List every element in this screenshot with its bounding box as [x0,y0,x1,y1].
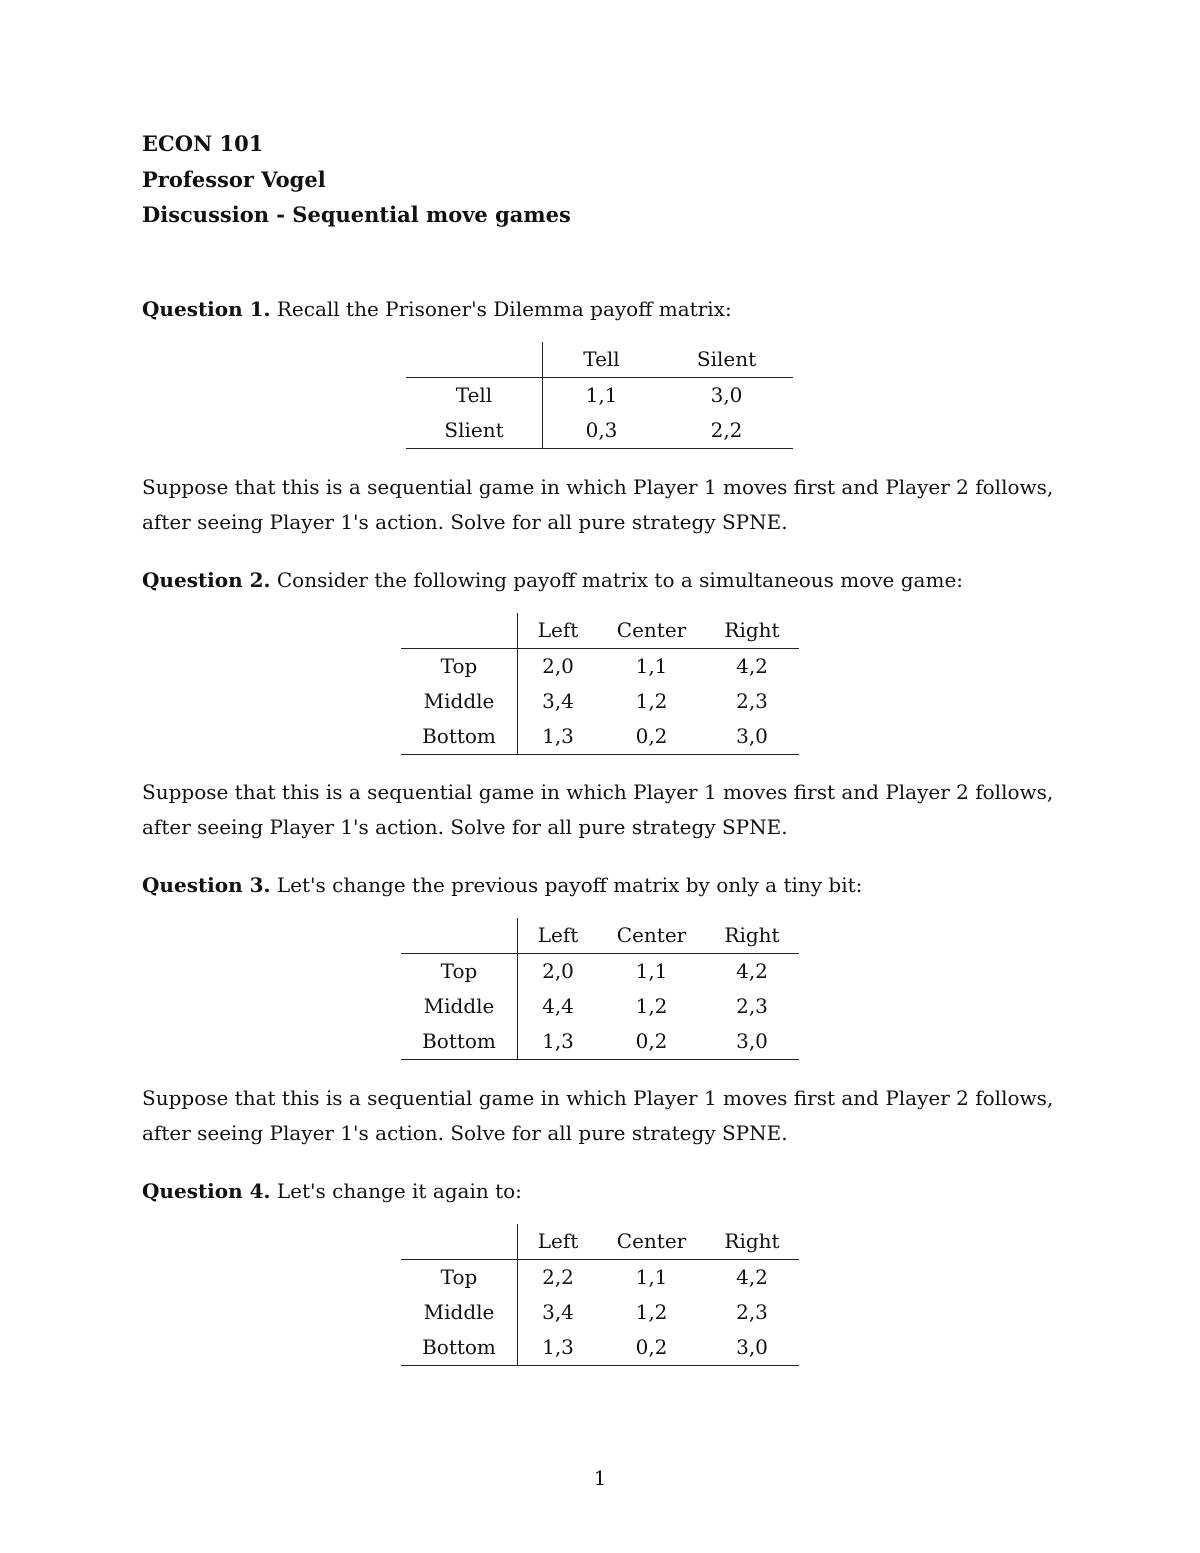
column-header: Left [518,918,599,954]
payoff-cell: 1,3 [518,1024,599,1060]
matrix-header-row [401,1224,799,1260]
matrix-row [401,1330,799,1366]
question-4-text: Let's change it again to: [276,1179,522,1203]
question-2-label: Question 2. [142,568,271,592]
column-header: Center [598,918,705,954]
matrix-row [406,378,793,414]
payoff-cell: 2,0 [542,654,574,678]
row-header: Middle [401,989,518,1024]
matrix-row [401,1024,799,1060]
question-1-label: Question 1. [142,297,271,321]
matrix-corner-cell [401,1224,518,1260]
question-3-followup-line-1: Suppose that this is a sequential game in which Player 1 moves first and Player 2 follows, [142,1086,1054,1110]
question-3-payoff-matrix [401,918,799,1060]
question-2-payoff-matrix [401,613,799,755]
payoff-cell: 1,1 [635,959,668,983]
row-header: Slient [406,413,543,449]
payoff-cell: 0,2 [598,1330,705,1366]
column-header: Right [705,613,799,649]
row-header: Top [401,1260,518,1296]
column-header: Silent [660,342,793,378]
column-header: Center [598,613,705,649]
question-2-followup-line-1: Suppose that this is a sequential game in which Player 1 moves first and Player 2 follows, [142,780,1054,804]
course-title: ECON 101 [142,131,264,156]
row-header: Top [401,649,518,685]
payoff-cell: 3,0 [705,719,799,755]
matrix-row [401,1260,799,1296]
matrix-row [401,719,799,755]
question-1-followup-line-2: after seeing Player 1's action. Solve for all pure strategy SPNE. [142,510,788,534]
payoff-cell: 0,2 [598,719,705,755]
payoff-cell: 4,2 [736,1265,768,1289]
payoff-cell: 0,3 [543,413,661,449]
question-3-followup-line-2: after seeing Player 1's action. Solve for all pure strategy SPNE. [142,1121,788,1145]
column-header: Left [518,613,599,649]
question-1-followup-line-1: Suppose that this is a sequential game in which Player 1 moves first and Player 2 follows, [142,475,1054,499]
payoff-cell: 4,4 [542,994,574,1018]
matrix-corner-cell [406,342,543,378]
matrix-row [401,684,799,719]
matrix-row [401,954,799,990]
column-header: Right [705,918,799,954]
question-4-payoff-matrix [401,1224,799,1366]
column-header: Center [598,1224,705,1260]
matrix-corner-cell [401,613,518,649]
payoff-cell: 1,2 [635,994,668,1018]
payoff-cell: 2,2 [542,1265,574,1289]
payoff-cell: 1,1 [635,1265,668,1289]
column-header: Left [518,1224,599,1260]
row-header: Middle [401,684,518,719]
question-4-prompt [142,1178,522,1204]
payoff-cell: 3,0 [705,1024,799,1060]
payoff-cell: 3,4 [542,1300,574,1324]
payoff-cell: 3,4 [542,689,574,713]
document-topic: Discussion - Sequential move games [142,202,571,227]
question-2-text: Consider the following payoff matrix to a simultaneous move game: [276,568,964,592]
payoff-cell: 4,2 [736,654,768,678]
payoff-cell: 1,2 [635,689,668,713]
matrix-header-row [401,918,799,954]
matrix-header-row [401,613,799,649]
payoff-cell: 2,3 [736,689,768,713]
payoff-cell: 4,2 [736,959,768,983]
column-header: Right [705,1224,799,1260]
row-header: Tell [406,378,543,414]
question-2-followup-line-2: after seeing Player 1's action. Solve for all pure strategy SPNE. [142,815,788,839]
payoff-cell: 2,2 [660,413,793,449]
question-1-text: Recall the Prisoner's Dilemma payoff matrix: [276,297,732,321]
question-3-text: Let's change the previous payoff matrix by only a tiny bit: [276,873,863,897]
payoff-cell: 1,1 [585,383,618,407]
question-4-label: Question 4. [142,1179,271,1203]
payoff-cell: 2,3 [736,1300,768,1324]
payoff-cell: 1,2 [635,1300,668,1324]
payoff-cell: 1,3 [518,719,599,755]
matrix-row [401,649,799,685]
row-header: Bottom [401,719,518,755]
matrix-corner-cell [401,918,518,954]
matrix-header-row [406,342,793,378]
payoff-cell: 0,2 [598,1024,705,1060]
matrix-row [401,1295,799,1330]
question-1-payoff-matrix [406,342,793,449]
row-header: Bottom [401,1330,518,1366]
row-header: Middle [401,1295,518,1330]
payoff-cell: 2,3 [736,994,768,1018]
payoff-cell: 1,3 [518,1330,599,1366]
question-3-label: Question 3. [142,873,271,897]
question-2-prompt [142,567,963,593]
question-3-prompt [142,872,862,898]
row-header: Top [401,954,518,990]
matrix-row [401,989,799,1024]
row-header: Bottom [401,1024,518,1060]
payoff-cell: 3,0 [710,383,743,407]
payoff-cell: 3,0 [705,1330,799,1366]
payoff-cell: 2,0 [542,959,574,983]
matrix-row [406,413,793,449]
column-header: Tell [543,342,661,378]
payoff-cell: 1,1 [635,654,668,678]
question-1-prompt [142,296,732,322]
professor-name: Professor Vogel [142,167,326,192]
page-number: 1 [593,1466,607,1490]
